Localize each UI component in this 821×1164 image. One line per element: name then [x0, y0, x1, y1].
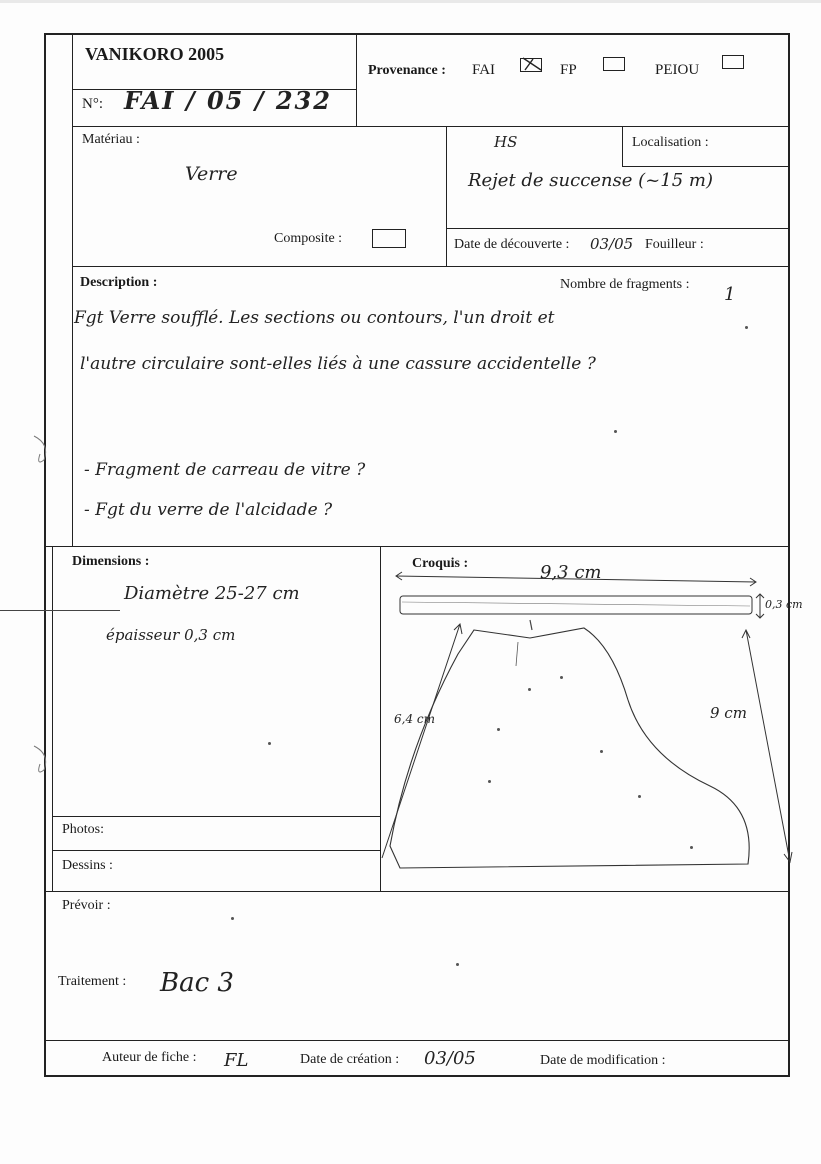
speck — [268, 742, 271, 745]
localisation-value: Rejet de succense (~15 m) — [468, 170, 713, 191]
materiau-label: Matériau : — [82, 132, 140, 147]
speck — [600, 750, 603, 753]
localisation-label: Localisation : — [632, 135, 709, 150]
fai-checkbox[interactable] — [520, 58, 542, 72]
date-decouverte-value: 03/05 — [590, 235, 634, 253]
auteur-value: FL — [224, 1050, 249, 1071]
description-line-2: l'autre circulaire sont-elles liés à une cassure accidentelle ? — [80, 354, 596, 374]
dessins-label: Dessins : — [62, 858, 113, 873]
hs-value: HS — [494, 133, 518, 151]
traitement-value: Bac 3 — [160, 968, 234, 998]
speck — [614, 430, 617, 433]
form-title: VANIKORO 2005 — [85, 44, 225, 64]
provenance-label: Provenance : — [368, 63, 446, 78]
fp-label: FP — [560, 62, 577, 78]
sketch-left-height-label: 6,4 cm — [394, 712, 435, 726]
fouilleur-label: Fouilleur : — [645, 237, 704, 252]
description-label: Description : — [80, 275, 158, 290]
prevoir-label: Prévoir : — [62, 898, 111, 913]
date-creation-value: 03/05 — [424, 1048, 476, 1069]
fai-label: FAI — [472, 62, 496, 78]
binder-hole-mark — [14, 430, 54, 470]
glass-fragment-sketch — [380, 546, 820, 892]
peiou-label: PEIOU — [655, 62, 700, 78]
date-decouverte-label: Date de découverte : — [454, 237, 570, 252]
number-label: N°: — [82, 96, 103, 112]
speck — [497, 728, 500, 731]
speck — [638, 795, 641, 798]
dimensions-line-2: épaisseur 0,3 cm — [106, 626, 236, 644]
speck — [488, 780, 491, 783]
checkmark-icon — [521, 57, 543, 71]
speck — [456, 963, 459, 966]
speck — [231, 917, 234, 920]
auteur-label: Auteur de fiche : — [102, 1050, 197, 1065]
composite-checkbox[interactable] — [372, 229, 406, 248]
fp-checkbox[interactable] — [603, 57, 625, 71]
date-modification-label: Date de modification : — [540, 1053, 666, 1068]
sketch-right-height-label: 9 cm — [710, 704, 747, 722]
nombre-fragments-value: 1 — [724, 284, 736, 305]
speck — [745, 326, 748, 329]
speck — [560, 676, 563, 679]
croquis-label: Croquis : — [412, 556, 469, 571]
description-line-3: - Fragment de carreau de vitre ? — [84, 460, 366, 480]
description-line-4: - Fgt du verre de l'alcidade ? — [84, 500, 333, 520]
date-creation-label: Date de création : — [300, 1052, 400, 1067]
speck — [528, 688, 531, 691]
scan-edge-line — [0, 610, 120, 611]
binder-hole-mark — [14, 740, 54, 780]
peiou-checkbox[interactable] — [722, 55, 744, 69]
traitement-label: Traitement : — [58, 974, 127, 989]
description-line-1: Fgt Verre soufflé. Les sections ou contours, l'un droit et — [74, 308, 555, 328]
speck — [690, 846, 693, 849]
composite-label: Composite : — [274, 231, 343, 246]
dimensions-label: Dimensions : — [72, 554, 150, 569]
photos-label: Photos: — [62, 822, 105, 837]
materiau-value: Verre — [185, 163, 238, 185]
dimensions-line-1: Diamètre 25-27 cm — [124, 583, 300, 604]
number-value: FAI / 05 / 232 — [124, 86, 332, 115]
sketch-thickness-label: 0,3 cm — [765, 598, 803, 611]
scan-top-edge — [0, 0, 821, 3]
nombre-fragments-label: Nombre de fragments : — [560, 277, 690, 292]
sketch-width-label: 9,3 cm — [540, 562, 602, 583]
